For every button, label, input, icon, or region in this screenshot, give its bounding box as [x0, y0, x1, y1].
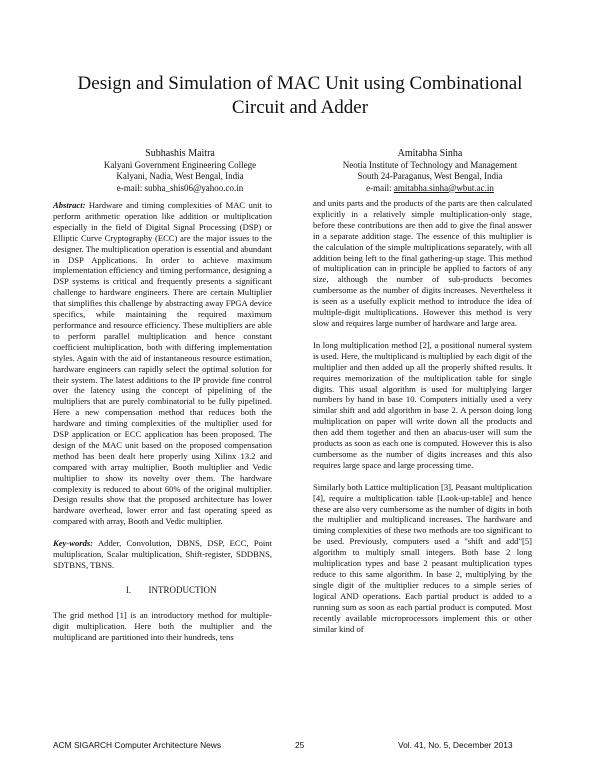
- keywords: [53, 538, 272, 571]
- body-paragraph-1: and units parts and the products of the parts are then calculated explicitly in a relatively simple multiplication-only stage, before these contributions are then add to give the final answer in a separate addition stage. The essence of this multiplier is the calculation of the simple multiplications separately, with all addition being left to the final gathering-up stage. This method of multiplication can in principle be applied to factors of any size, although the number of sub-products becomes cumbersome as the number of digits increases. Nevertheless it is seen as a usefully explicit method to introduce the idea of multiple-digit multiplications. However this method is very slow and requires large number of hardware and large area.: [313, 198, 532, 328]
- section-number: I.: [125, 584, 132, 595]
- footer-journal: ACM SIGARCH Computer Architecture News: [53, 740, 222, 750]
- author-affiliation: Neotia Institute of Technology and Management: [342, 159, 518, 170]
- author-block-2: [330, 148, 530, 194]
- author-address: Kalyani, Nadia, West Bengal, India: [116, 171, 244, 182]
- author-block-1: [80, 148, 280, 194]
- author-name: Subhashis Maitra: [145, 148, 215, 159]
- abstract-label: Abstract:: [53, 200, 86, 210]
- intro-paragraph: The grid method [1] is an introductory method for multiple-digit multiplication. Here both the multiplier and the multiplicand are partitioned into their hundreds, tens: [53, 609, 272, 642]
- author-email-link[interactable]: amitabha.sinha@wbut.ac.in: [393, 182, 494, 193]
- author-email-line: [80, 183, 280, 195]
- paper-title-line-2: Circuit and Adder: [231, 97, 369, 118]
- author-affiliation: Kalyani Government Engineering College: [103, 159, 257, 170]
- section-heading: [53, 585, 272, 596]
- left-column: [53, 200, 272, 654]
- email-label: e-mail:: [116, 182, 145, 193]
- body-paragraph-3: Similarly both Lattice multiplication [3], Peasant multiplication [4], require a multiplication table [Look-up-table] and hence these are also very cumbersome as the number of digits in both the multiplier and multiplicand increases. The hardware and timing complexities of these two methods are too significant to be used. Previously, computers used a "shift and add"[5] algorithm to multiply small integers. Both base 2 long multiplication types and base 2 peasant multiplication types reduce to this same algorithm. In base 2, multiplying by the single digit of the multiplier reduces to a simple series of logical AND operations. Each partial product is added to a running sum as soon as each partial product is computed. Most recently available microprocessors implement this or other similar kind of: [313, 481, 532, 634]
- paper-title: [40, 72, 560, 120]
- footer-volume: Vol. 41, No. 5, December 2013: [398, 740, 513, 750]
- body-paragraph-2: In long multiplication method [2], a positional numeral system is used. Here, the multiplicand is multiplied by each digit of the multiplier and then added up all the properly shifted results. It requires memorization of the multiplication table for single digits. This usual algorithm is used for multiplying larger numbers by hand in base 10. Computers initially used a very similar shift and add algorithm in base 2. A person doing long multiplication on paper will write down all the products and then add them together and then an abacus-user will sum the products as soon as each one is computed. However this is also cumbersome as the number of digits increases and this also requires large space and large processing time.: [313, 339, 532, 470]
- author-email: subha_shis06@yahoo.co.in: [144, 182, 244, 193]
- abstract-text: Hardware and timing complexities of MAC unit to perform arithmetic operation like addition or multiplication especially in the field of Digital Signal Processing (DSP) or Elliptic Curve Cryptography (ECC) are the major issues to the designer. The multiplication operation is essential and abundant in DSP Applications. In order to achieve maximum implementation efficiency and timing performance, designing a DSP systems is critical and frequently presents a significant challenge to hardware engineers. There are certain Multiplier that simplifies this challenge by abstracting away FPGA device specifics, while maintaining the required maximum performance and resource efficiency. These multipliers are able to perform parallel multiplication and hence constant coefficient multiplication, both with differing implementation styles. Again with the aid of instantaneous resource estimation, hardware engineers can rapidly select the optimal solution for their system. The latest additions to the IP provide fine control over the latency using the concept of pipelining of the multipliers that are purely combinatorial to be fully pipelined. Here a new compensation method that reduces both the hardware and timing complexities of the multiplier used for DSP application or ECC application has been proposed. The design of the MAC unit based on the proposed compensation method has been dealt here properly using Xilinx 13.2 and compared with array multiplier, Booth multiplier and Vedic multiplier to show its novelty over them. The hardware complexity is reduced to about 60% of the original multiplier. Design results show that the proposed architecture has lower hardware overhead, lower error and fast operating speed as compared with array, Booth and Vedic multiplier.: [53, 200, 272, 527]
- author-email-line: [330, 183, 530, 195]
- section-title: INTRODUCTION: [148, 584, 217, 595]
- abstract: [53, 200, 272, 527]
- author-address: South 24-Paraganus, West Bengal, India: [357, 171, 503, 182]
- footer-page-number: 25: [295, 740, 305, 750]
- email-label: e-mail:: [366, 182, 394, 193]
- author-name: Amitabha Sinha: [397, 148, 463, 159]
- paper-title-line-1: Design and Simulation of MAC Unit using Combinational: [77, 73, 523, 94]
- right-column: [313, 198, 532, 645]
- keywords-label: Key-words:: [53, 538, 94, 549]
- keywords-text: Adder, Convolution, DBNS, DSP, ECC, Point multiplication, Scalar multiplication, Shift-register, SDDBNS, SDTBNS, TBNS.: [53, 538, 272, 570]
